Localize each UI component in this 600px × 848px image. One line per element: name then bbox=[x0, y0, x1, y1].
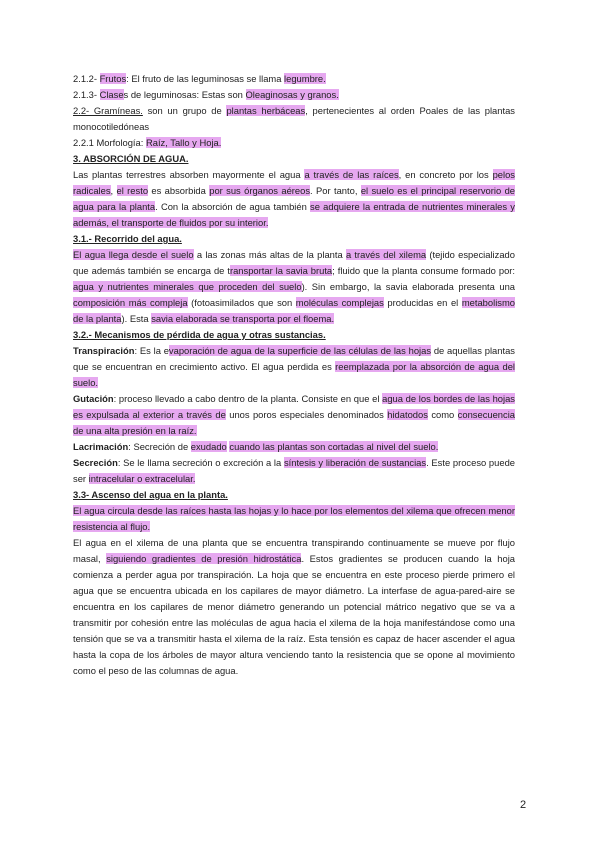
text-run: 3. ABSORCIÓN DE AGUA. bbox=[73, 153, 189, 164]
highlighted-text: se adquiere la entrada de nutrientes minerales y además, el transporte de fluidos por su interior. bbox=[73, 201, 515, 228]
text-run: Lacrimación bbox=[73, 441, 129, 452]
document-body bbox=[73, 71, 515, 679]
text-run: (tejido especializado que además también se encarga de t bbox=[73, 249, 515, 276]
text-run: . Estos gradientes se producen cuando la hoja comienza a perder agua por transpiración. La hoja que se encuentra en este proceso pierde primero el agua que se encuentra ubicada en los capilares de mayor diámetro. La interfase de agua-pared-aire se encuentra en los capilares de menor diámetro generando un potencial mátrico negativo que se va a transmitir por cohesión entre las moléculas de agua hacia el xilema de la hoja manifestándose como una tensión que se va a transmitir hasta el xilema de la raíz. Esta tensión es capaz de hacer ascender el agua hasta la copa de los árboles de mayor altura venciendo tanto la resistencia que se opone al movimiento como el peso de las columnas de agua. bbox=[73, 553, 515, 676]
text-run: Transpiración bbox=[73, 345, 135, 356]
text-run: , bbox=[110, 185, 117, 196]
highlighted-text: savia elaborada se transporta por el floema. bbox=[151, 313, 335, 324]
text-run: . Con la absorción de agua también bbox=[155, 201, 311, 212]
text-run: 2.2.1 Morfología: bbox=[73, 137, 146, 148]
highlighted-text: cuando las plantas son cortadas al nivel del suelo. bbox=[229, 441, 439, 452]
paragraph bbox=[73, 487, 515, 503]
text-run: : Es la e bbox=[134, 345, 169, 356]
highlighted-text: Oleaginosas y granos. bbox=[245, 89, 339, 100]
text-run: es absorbida bbox=[148, 185, 210, 196]
paragraph bbox=[73, 231, 515, 247]
text-run: son un grupo de bbox=[142, 105, 227, 116]
highlighted-text: a través de las raíces bbox=[304, 169, 399, 180]
paragraph bbox=[73, 391, 515, 439]
text-run: . Este proceso puede ser bbox=[73, 457, 515, 484]
text-run: de aquellas plantas que se encuentran en crecimiento activo. El agua perdida es bbox=[73, 345, 515, 372]
text-run: Gutación bbox=[73, 393, 114, 404]
highlighted-text: hidatodos bbox=[387, 409, 428, 420]
highlighted-text: Clase bbox=[99, 89, 124, 100]
text-run: El agua en el xilema de una planta que se encuentra transpirando continuamente se mueve por flujo masal, bbox=[73, 537, 515, 564]
highlighted-text: Raíz, Tallo y Hoja. bbox=[145, 137, 222, 148]
text-run: 2.1.2- bbox=[73, 73, 100, 84]
text-run: . Por tanto, bbox=[310, 185, 361, 196]
highlighted-text: por sus órganos aéreos bbox=[209, 185, 311, 196]
text-run: 3.3- Ascenso del agua en la planta. bbox=[73, 489, 228, 500]
highlighted-text: el resto bbox=[116, 185, 149, 196]
highlighted-text: legumbre. bbox=[284, 73, 326, 84]
text-run: s de leguminosas: Estas son bbox=[123, 89, 246, 100]
text-run: como bbox=[427, 409, 458, 420]
paragraph bbox=[73, 327, 515, 343]
highlighted-text: agua y nutrientes minerales que proceden del suelo bbox=[73, 281, 302, 292]
paragraph bbox=[73, 87, 515, 103]
highlighted-text: moléculas complejas bbox=[295, 297, 384, 308]
highlighted-text: El agua circula desde las raíces hasta las hojas y lo hace por los elementos del xilema que ofrecen menor resistencia al flujo. bbox=[73, 505, 515, 532]
paragraph bbox=[73, 503, 515, 535]
paragraph bbox=[73, 135, 515, 151]
highlighted-text: composición más compleja bbox=[73, 297, 188, 308]
text-run: Las plantas terrestres absorben mayormente el agua bbox=[73, 169, 305, 180]
paragraph bbox=[73, 103, 515, 135]
text-run: : El fruto de las leguminosas se llama bbox=[126, 73, 285, 84]
highlighted-text: ransportar la savia bruta bbox=[229, 265, 333, 276]
text-run: 2.2- Gramíneas. bbox=[73, 105, 143, 116]
paragraph bbox=[73, 439, 515, 455]
text-run: 3.1.- Recorrido del agua. bbox=[73, 233, 182, 244]
text-run: ; fluido que la planta consume formado por: bbox=[332, 265, 516, 276]
paragraph bbox=[73, 71, 515, 87]
text-run: : Se le llama secreción o excreción a la bbox=[117, 457, 284, 468]
highlighted-text: intracelular o extracelular. bbox=[88, 473, 196, 484]
text-run: : proceso llevado a cabo dentro de la planta. Consiste en que el bbox=[113, 393, 383, 404]
highlighted-text: El agua llega desde el suelo bbox=[73, 249, 194, 260]
highlighted-text: a través del xilema bbox=[345, 249, 427, 260]
paragraph bbox=[73, 167, 515, 231]
highlighted-text: pelos radicales bbox=[73, 169, 515, 196]
paragraph bbox=[73, 455, 515, 487]
text-run: , pertenecientes al orden Poales de las plantas monocotiledóneas bbox=[73, 105, 515, 132]
highlighted-text: agua de los bordes de las hojas es expulsada al exterior a través de bbox=[73, 393, 515, 420]
highlighted-text: siguiendo gradientes de presión hidrostática bbox=[106, 553, 302, 564]
text-run: , en concreto por los bbox=[398, 169, 493, 180]
paragraph bbox=[73, 151, 515, 167]
text-run: 2.1.3- bbox=[73, 89, 100, 100]
text-run: producidas en el bbox=[383, 297, 462, 308]
text-run: : Secreción de bbox=[128, 441, 191, 452]
text-run: a las zonas más altas de la planta bbox=[193, 249, 346, 260]
text-run: (fotoasimilados que son bbox=[187, 297, 296, 308]
highlighted-text: síntesis y liberación de sustancias bbox=[283, 457, 427, 468]
paragraph bbox=[73, 247, 515, 327]
page-number: 2 bbox=[520, 799, 527, 811]
highlighted-text: el suelo es el principal reservorio de agua para la planta bbox=[73, 185, 515, 212]
text-run: unos poros especiales denominados bbox=[225, 409, 388, 420]
text-run: Secreción bbox=[73, 457, 118, 468]
text-run: ). Sin embargo, la savia elaborada presenta una bbox=[301, 281, 515, 292]
highlighted-text: consecuencia de una alta presión en la raíz. bbox=[73, 409, 516, 436]
text-run: ). Esta bbox=[121, 313, 152, 324]
highlighted-text: exudado bbox=[190, 441, 227, 452]
paragraph bbox=[73, 535, 515, 679]
highlighted-text: reemplazada por la absorción de agua del suelo. bbox=[73, 361, 515, 388]
highlighted-text: Frutos bbox=[99, 73, 127, 84]
highlighted-text: plantas herbáceas bbox=[226, 105, 306, 116]
paragraph bbox=[73, 343, 515, 391]
highlighted-text: vaporación de agua de la superficie de las células de las hojas bbox=[168, 345, 432, 356]
highlighted-text: metabolismo de la planta bbox=[73, 297, 515, 324]
text-run: 3.2.- Mecanismos de pérdida de agua y otras sustancias. bbox=[73, 329, 326, 340]
